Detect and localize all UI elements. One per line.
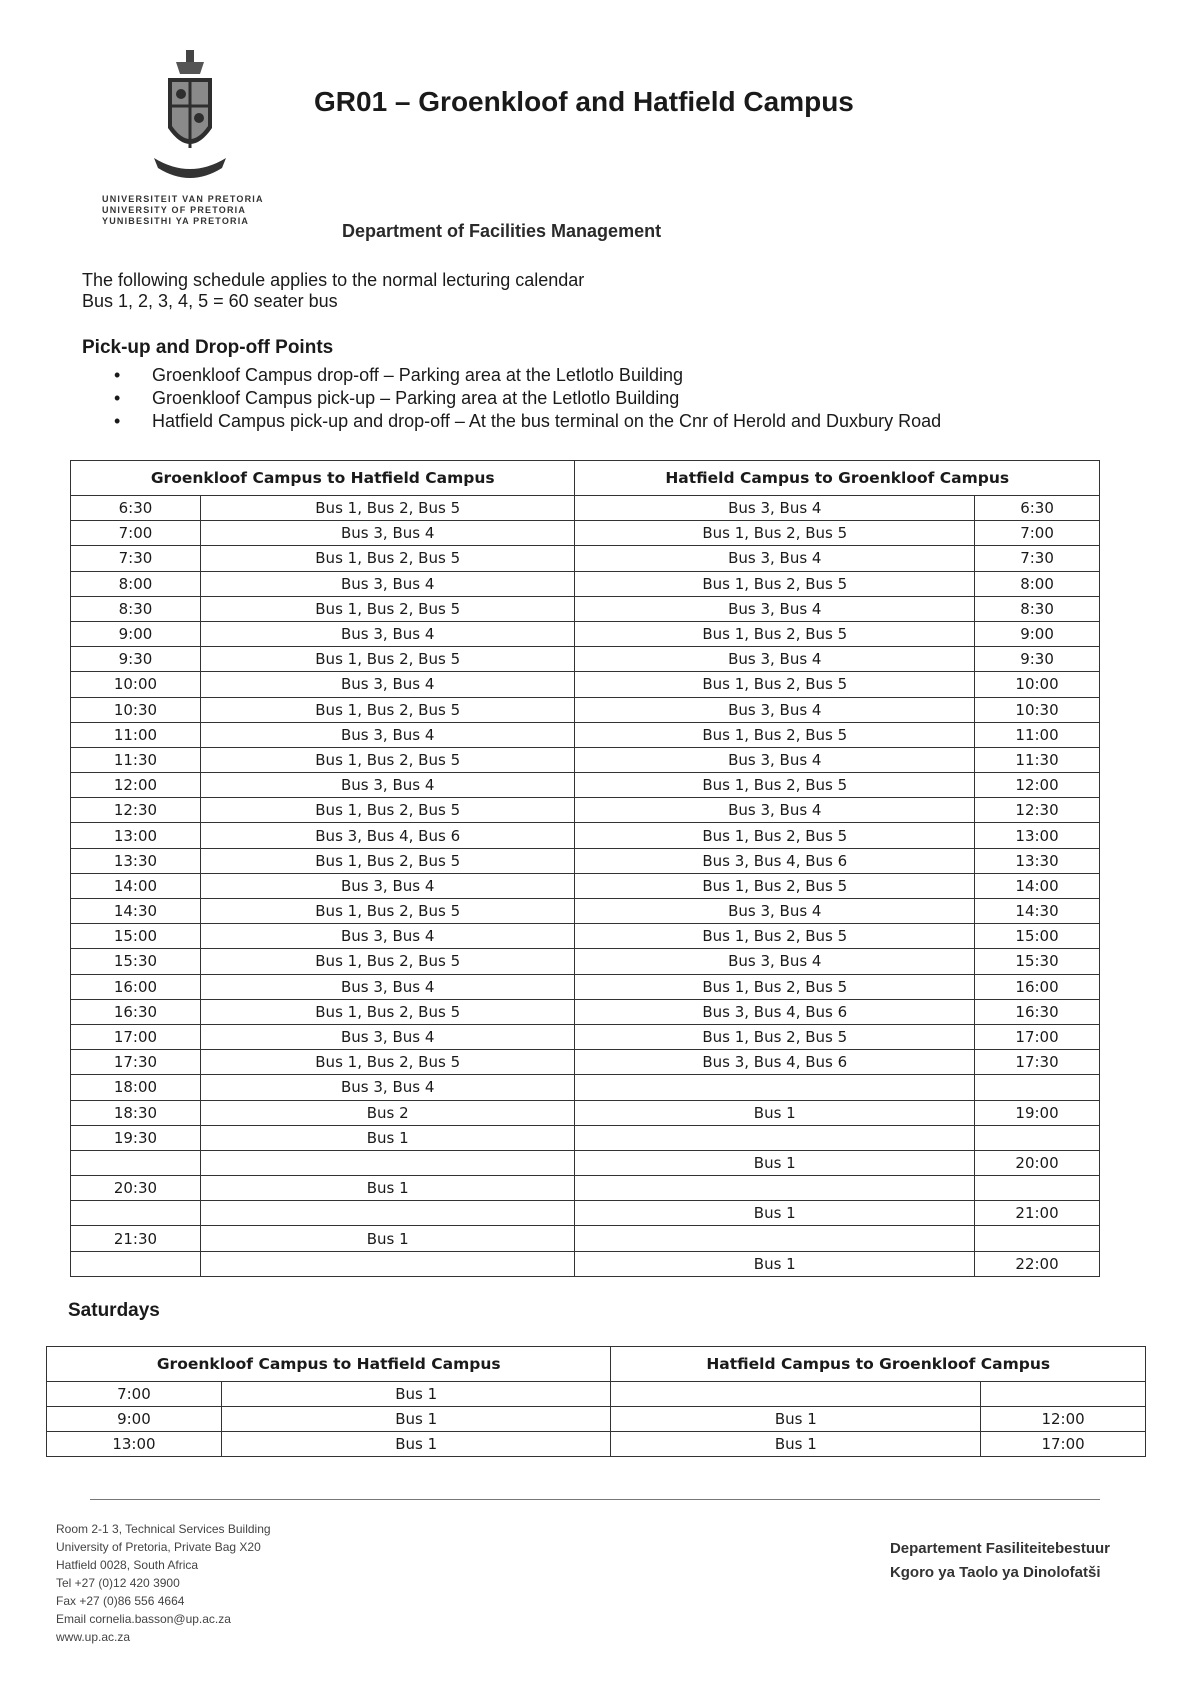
buses-hatfield-to-groenkloof: Bus 3, Bus 4 bbox=[575, 798, 975, 823]
buses-hatfield-to-groenkloof: Bus 3, Bus 4 bbox=[575, 596, 975, 621]
buses-groenkloof-to-hatfield: Bus 1, Bus 2, Bus 5 bbox=[200, 949, 575, 974]
departure-time-groenkloof: 9:30 bbox=[71, 647, 201, 672]
departure-time-hatfield: 11:30 bbox=[975, 747, 1100, 772]
table-row bbox=[71, 1125, 1100, 1150]
departure-time-groenkloof: 10:30 bbox=[71, 697, 201, 722]
list-item: • Groenkloof Campus drop-off – Parking area at the Letlotlo Building bbox=[114, 364, 941, 387]
buses-hatfield-to-groenkloof: Bus 3, Bus 4, Bus 6 bbox=[575, 1050, 975, 1075]
page-title: GR01 – Groenkloof and Hatfield Campus bbox=[314, 86, 854, 117]
table-row bbox=[71, 1024, 1100, 1049]
buses-hatfield-to-groenkloof: Bus 1, Bus 2, Bus 5 bbox=[575, 974, 975, 999]
buses-groenkloof-to-hatfield: Bus 1, Bus 2, Bus 5 bbox=[200, 647, 575, 672]
table-row bbox=[71, 1201, 1100, 1226]
table-row bbox=[71, 1176, 1100, 1201]
departure-time-hatfield: 6:30 bbox=[975, 496, 1100, 521]
table-row bbox=[71, 899, 1100, 924]
departure-time-groenkloof: 17:30 bbox=[71, 1050, 201, 1075]
departure-time-hatfield: 15:30 bbox=[975, 949, 1100, 974]
departure-time-hatfield: 21:00 bbox=[975, 1201, 1100, 1226]
departure-time-hatfield: 10:30 bbox=[975, 697, 1100, 722]
buses-hatfield-to-groenkloof: Bus 1, Bus 2, Bus 5 bbox=[575, 672, 975, 697]
buses-groenkloof-to-hatfield: Bus 3, Bus 4 bbox=[200, 924, 575, 949]
departure-time-hatfield: 11:00 bbox=[975, 722, 1100, 747]
buses-hatfield-to-groenkloof: Bus 3, Bus 4 bbox=[575, 747, 975, 772]
department-name: Department of Facilities Management bbox=[342, 221, 662, 241]
list-item: • Hatfield Campus pick-up and drop-off – At the bus terminal on the Cnr of Herold and Duxbury Road bbox=[114, 410, 941, 433]
buses-hatfield-to-groenkloof: Bus 3, Bus 4, Bus 6 bbox=[575, 999, 975, 1024]
saturday-heading: Saturdays bbox=[68, 1300, 160, 1321]
buses-groenkloof-to-hatfield: Bus 1, Bus 2, Bus 5 bbox=[200, 899, 575, 924]
buses-groenkloof-to-hatfield: Bus 1, Bus 2, Bus 5 bbox=[200, 697, 575, 722]
departure-time-groenkloof: 7:30 bbox=[71, 546, 201, 571]
departure-time-hatfield: 14:30 bbox=[975, 899, 1100, 924]
buses-hatfield-to-groenkloof: Bus 1 bbox=[611, 1407, 981, 1432]
buses-hatfield-to-groenkloof: Bus 3, Bus 4, Bus 6 bbox=[575, 848, 975, 873]
buses-groenkloof-to-hatfield: Bus 1 bbox=[200, 1176, 575, 1201]
departure-time-hatfield: 14:00 bbox=[975, 873, 1100, 898]
table-row bbox=[71, 596, 1100, 621]
departure-time-hatfield: 20:00 bbox=[975, 1150, 1100, 1175]
departure-time-hatfield: 17:30 bbox=[975, 1050, 1100, 1075]
footer-address: Room 2-1 3, Technical Services Building University of Pretoria, Private Bag X20 Hatfield 0028, South Africa Tel +27 (0)12 420 3900 Fax +27 (0)86 556 4664 Email cornelia.basson@up.ac.za www.up.ac.za bbox=[56, 1522, 271, 1644]
footer-divider bbox=[90, 1499, 1100, 1500]
departure-time-groenkloof: 15:30 bbox=[71, 949, 201, 974]
table-row bbox=[71, 798, 1100, 823]
departure-time-groenkloof: 8:30 bbox=[71, 596, 201, 621]
buses-groenkloof-to-hatfield: Bus 3, Bus 4 bbox=[200, 1075, 575, 1100]
points-heading: Pick-up and Drop-off Points bbox=[82, 337, 334, 358]
departure-time-hatfield: 8:30 bbox=[975, 596, 1100, 621]
saturday-header-right: Hatfield Campus to Groenkloof Campus bbox=[611, 1347, 1146, 1382]
table-row bbox=[71, 999, 1100, 1024]
buses-hatfield-to-groenkloof: Bus 3, Bus 4 bbox=[575, 949, 975, 974]
table-row bbox=[71, 1050, 1100, 1075]
buses-groenkloof-to-hatfield bbox=[200, 1201, 575, 1226]
table-row bbox=[71, 546, 1100, 571]
weekday-schedule-table bbox=[70, 460, 1100, 1277]
departure-time-groenkloof: 13:00 bbox=[47, 1432, 222, 1457]
departure-time-groenkloof: 11:00 bbox=[71, 722, 201, 747]
buses-groenkloof-to-hatfield: Bus 1, Bus 2, Bus 5 bbox=[200, 1050, 575, 1075]
buses-groenkloof-to-hatfield: Bus 1 bbox=[200, 1226, 575, 1251]
table-row bbox=[71, 974, 1100, 999]
buses-groenkloof-to-hatfield: Bus 1 bbox=[221, 1382, 611, 1407]
buses-groenkloof-to-hatfield: Bus 1, Bus 2, Bus 5 bbox=[200, 999, 575, 1024]
departure-time-groenkloof: 17:00 bbox=[71, 1024, 201, 1049]
departure-time-groenkloof: 11:30 bbox=[71, 747, 201, 772]
buses-hatfield-to-groenkloof: Bus 1, Bus 2, Bus 5 bbox=[575, 722, 975, 747]
table-row bbox=[71, 1150, 1100, 1175]
departure-time-hatfield bbox=[975, 1176, 1100, 1201]
table-row bbox=[71, 747, 1100, 772]
buses-groenkloof-to-hatfield bbox=[200, 1251, 575, 1276]
table-row bbox=[71, 647, 1100, 672]
departure-time-hatfield bbox=[975, 1125, 1100, 1150]
departure-time-groenkloof: 9:00 bbox=[47, 1407, 222, 1432]
university-names: UNIVERSITEIT VAN PRETORIA UNIVERSITY OF PRETORIA YUNIBESITHI YA PRETORIA bbox=[102, 194, 264, 226]
departure-time-hatfield: 16:30 bbox=[975, 999, 1100, 1024]
departure-time-hatfield: 15:00 bbox=[975, 924, 1100, 949]
departure-time-groenkloof: 16:00 bbox=[71, 974, 201, 999]
table-row bbox=[71, 521, 1100, 546]
buses-groenkloof-to-hatfield: Bus 1, Bus 2, Bus 5 bbox=[200, 747, 575, 772]
table-row bbox=[71, 949, 1100, 974]
departure-time-groenkloof: 9:00 bbox=[71, 621, 201, 646]
university-crest-logo bbox=[148, 48, 232, 188]
buses-hatfield-to-groenkloof bbox=[575, 1176, 975, 1201]
buses-groenkloof-to-hatfield: Bus 3, Bus 4 bbox=[200, 571, 575, 596]
departure-time-hatfield: 10:00 bbox=[975, 672, 1100, 697]
departure-time-groenkloof: 14:00 bbox=[71, 873, 201, 898]
table-row bbox=[71, 496, 1100, 521]
table-row bbox=[71, 1226, 1100, 1251]
departure-time-hatfield: 12:00 bbox=[981, 1407, 1146, 1432]
buses-groenkloof-to-hatfield: Bus 1 bbox=[200, 1125, 575, 1150]
departure-time-groenkloof: 12:00 bbox=[71, 773, 201, 798]
table-row bbox=[71, 924, 1100, 949]
buses-hatfield-to-groenkloof: Bus 1 bbox=[575, 1100, 975, 1125]
departure-time-groenkloof: 13:00 bbox=[71, 823, 201, 848]
departure-time-groenkloof: 21:30 bbox=[71, 1226, 201, 1251]
buses-groenkloof-to-hatfield: Bus 1, Bus 2, Bus 5 bbox=[200, 848, 575, 873]
table-row bbox=[71, 697, 1100, 722]
intro-text: The following schedule applies to the normal lecturing calendar Bus 1, 2, 3, 4, 5 = 60 seater bus bbox=[82, 270, 585, 311]
departure-time-hatfield: 12:00 bbox=[975, 773, 1100, 798]
table-row bbox=[71, 873, 1100, 898]
buses-hatfield-to-groenkloof bbox=[611, 1382, 981, 1407]
departure-time-hatfield: 17:00 bbox=[975, 1024, 1100, 1049]
footer-department-names: Departement Fasiliteitebestuur Kgoro ya Taolo ya Dinolofatši bbox=[889, 1540, 1110, 1581]
departure-time-groenkloof: 10:00 bbox=[71, 672, 201, 697]
departure-time-hatfield: 7:00 bbox=[975, 521, 1100, 546]
buses-groenkloof-to-hatfield: Bus 3, Bus 4, Bus 6 bbox=[200, 823, 575, 848]
buses-hatfield-to-groenkloof: Bus 1, Bus 2, Bus 5 bbox=[575, 1024, 975, 1049]
departure-time-groenkloof: 15:00 bbox=[71, 924, 201, 949]
buses-hatfield-to-groenkloof bbox=[575, 1075, 975, 1100]
departure-time-hatfield: 7:30 bbox=[975, 546, 1100, 571]
departure-time-hatfield: 22:00 bbox=[975, 1251, 1100, 1276]
departure-time-groenkloof: 16:30 bbox=[71, 999, 201, 1024]
table-row bbox=[71, 773, 1100, 798]
table-row bbox=[47, 1432, 1146, 1457]
buses-groenkloof-to-hatfield: Bus 1, Bus 2, Bus 5 bbox=[200, 496, 575, 521]
buses-hatfield-to-groenkloof: Bus 1 bbox=[575, 1201, 975, 1226]
buses-hatfield-to-groenkloof: Bus 1, Bus 2, Bus 5 bbox=[575, 823, 975, 848]
buses-hatfield-to-groenkloof: Bus 1, Bus 2, Bus 5 bbox=[575, 873, 975, 898]
table-row bbox=[71, 823, 1100, 848]
buses-groenkloof-to-hatfield: Bus 3, Bus 4 bbox=[200, 974, 575, 999]
departure-time-hatfield bbox=[975, 1075, 1100, 1100]
table-row bbox=[71, 672, 1100, 697]
buses-groenkloof-to-hatfield: Bus 1, Bus 2, Bus 5 bbox=[200, 798, 575, 823]
departure-time-groenkloof: 12:30 bbox=[71, 798, 201, 823]
departure-time-hatfield: 8:00 bbox=[975, 571, 1100, 596]
buses-hatfield-to-groenkloof: Bus 1 bbox=[611, 1432, 981, 1457]
departure-time-hatfield: 16:00 bbox=[975, 974, 1100, 999]
departure-time-hatfield: 9:30 bbox=[975, 647, 1100, 672]
departure-time-groenkloof: 20:30 bbox=[71, 1176, 201, 1201]
departure-time-groenkloof: 14:30 bbox=[71, 899, 201, 924]
departure-time-hatfield: 17:00 bbox=[981, 1432, 1146, 1457]
buses-groenkloof-to-hatfield: Bus 1 bbox=[221, 1432, 611, 1457]
table-row bbox=[71, 1251, 1100, 1276]
buses-hatfield-to-groenkloof: Bus 1, Bus 2, Bus 5 bbox=[575, 924, 975, 949]
buses-groenkloof-to-hatfield: Bus 1, Bus 2, Bus 5 bbox=[200, 546, 575, 571]
table-row bbox=[47, 1407, 1146, 1432]
saturday-header-left: Groenkloof Campus to Hatfield Campus bbox=[47, 1347, 611, 1382]
departure-time-hatfield: 13:30 bbox=[975, 848, 1100, 873]
table-row bbox=[47, 1382, 1146, 1407]
table-row bbox=[71, 848, 1100, 873]
departure-time-hatfield bbox=[981, 1382, 1146, 1407]
buses-hatfield-to-groenkloof: Bus 1, Bus 2, Bus 5 bbox=[575, 571, 975, 596]
buses-groenkloof-to-hatfield bbox=[200, 1150, 575, 1175]
buses-hatfield-to-groenkloof bbox=[575, 1125, 975, 1150]
buses-hatfield-to-groenkloof: Bus 1 bbox=[575, 1251, 975, 1276]
table-row bbox=[71, 1075, 1100, 1100]
departure-time-groenkloof bbox=[71, 1150, 201, 1175]
saturday-schedule-table bbox=[46, 1346, 1146, 1457]
departure-time-hatfield: 12:30 bbox=[975, 798, 1100, 823]
buses-hatfield-to-groenkloof bbox=[575, 1226, 975, 1251]
buses-hatfield-to-groenkloof: Bus 1, Bus 2, Bus 5 bbox=[575, 773, 975, 798]
buses-groenkloof-to-hatfield: Bus 3, Bus 4 bbox=[200, 873, 575, 898]
departure-time-groenkloof bbox=[71, 1201, 201, 1226]
departure-time-groenkloof: 7:00 bbox=[71, 521, 201, 546]
departure-time-hatfield: 13:00 bbox=[975, 823, 1100, 848]
buses-hatfield-to-groenkloof: Bus 3, Bus 4 bbox=[575, 697, 975, 722]
buses-hatfield-to-groenkloof: Bus 3, Bus 4 bbox=[575, 546, 975, 571]
table-row bbox=[71, 722, 1100, 747]
table-row bbox=[71, 621, 1100, 646]
buses-groenkloof-to-hatfield: Bus 3, Bus 4 bbox=[200, 672, 575, 697]
departure-time-groenkloof bbox=[71, 1251, 201, 1276]
buses-hatfield-to-groenkloof: Bus 3, Bus 4 bbox=[575, 647, 975, 672]
table-row bbox=[71, 571, 1100, 596]
departure-time-groenkloof: 18:00 bbox=[71, 1075, 201, 1100]
departure-time-groenkloof: 7:00 bbox=[47, 1382, 222, 1407]
buses-hatfield-to-groenkloof: Bus 1 bbox=[575, 1150, 975, 1175]
table-row bbox=[71, 1100, 1100, 1125]
departure-time-groenkloof: 8:00 bbox=[71, 571, 201, 596]
buses-hatfield-to-groenkloof: Bus 1, Bus 2, Bus 5 bbox=[575, 621, 975, 646]
points-list bbox=[114, 364, 941, 433]
buses-hatfield-to-groenkloof: Bus 1, Bus 2, Bus 5 bbox=[575, 521, 975, 546]
list-item: • Groenkloof Campus pick-up – Parking area at the Letlotlo Building bbox=[114, 387, 941, 410]
buses-hatfield-to-groenkloof: Bus 3, Bus 4 bbox=[575, 496, 975, 521]
buses-groenkloof-to-hatfield: Bus 1, Bus 2, Bus 5 bbox=[200, 596, 575, 621]
departure-time-groenkloof: 13:30 bbox=[71, 848, 201, 873]
departure-time-hatfield bbox=[975, 1226, 1100, 1251]
departure-time-groenkloof: 18:30 bbox=[71, 1100, 201, 1125]
buses-groenkloof-to-hatfield: Bus 3, Bus 4 bbox=[200, 621, 575, 646]
buses-groenkloof-to-hatfield: Bus 1 bbox=[221, 1407, 611, 1432]
departure-time-groenkloof: 19:30 bbox=[71, 1125, 201, 1150]
buses-groenkloof-to-hatfield: Bus 3, Bus 4 bbox=[200, 1024, 575, 1049]
buses-groenkloof-to-hatfield: Bus 3, Bus 4 bbox=[200, 722, 575, 747]
buses-hatfield-to-groenkloof: Bus 3, Bus 4 bbox=[575, 899, 975, 924]
buses-groenkloof-to-hatfield: Bus 3, Bus 4 bbox=[200, 521, 575, 546]
buses-groenkloof-to-hatfield: Bus 2 bbox=[200, 1100, 575, 1125]
departure-time-hatfield: 9:00 bbox=[975, 621, 1100, 646]
weekday-header-right: Hatfield Campus to Groenkloof Campus bbox=[575, 461, 1100, 496]
buses-groenkloof-to-hatfield: Bus 3, Bus 4 bbox=[200, 773, 575, 798]
departure-time-groenkloof: 6:30 bbox=[71, 496, 201, 521]
weekday-header-left: Groenkloof Campus to Hatfield Campus bbox=[71, 461, 575, 496]
departure-time-hatfield: 19:00 bbox=[975, 1100, 1100, 1125]
